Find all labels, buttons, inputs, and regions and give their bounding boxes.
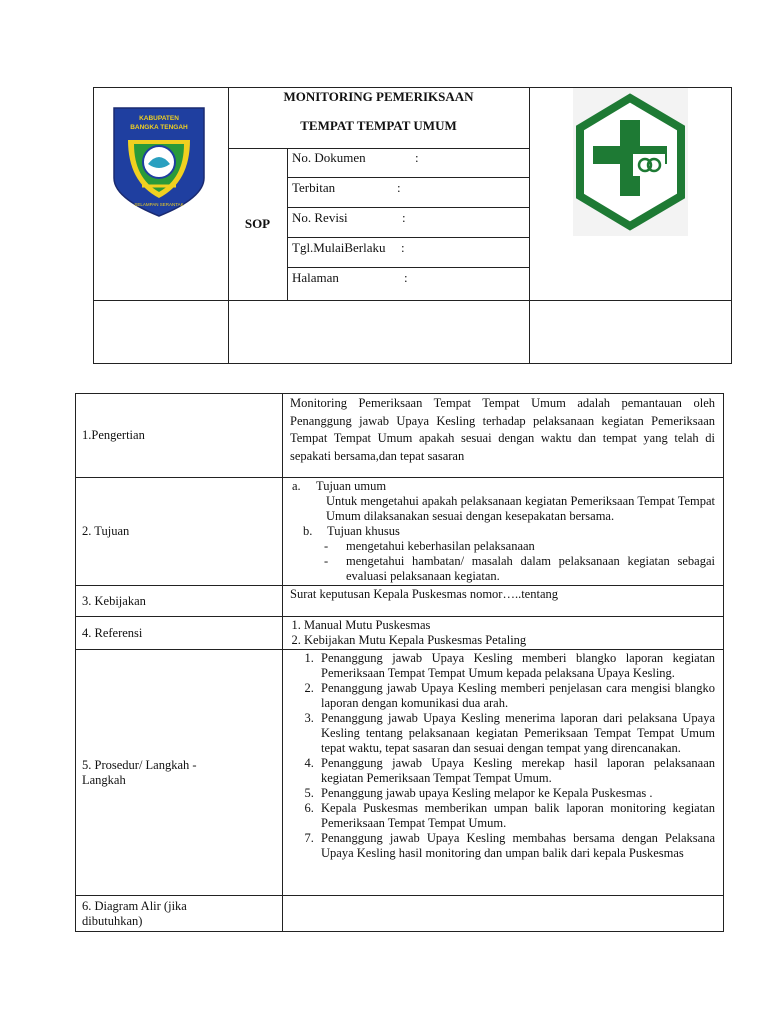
prosedur-list: [290, 651, 715, 861]
list-item: 4. Penanggung jawab Upaya Kesling merekap hasil laporan pelaksanaan kegiatan Pemeriksaan Tempat Tempat Umum.: [317, 756, 715, 786]
list-item: - mengetahui keberhasilan pelaksanaan: [324, 539, 535, 553]
row-pengertian: [76, 394, 724, 478]
label-diagram-alir: 6. Diagram Alir (jika dibutuhkan): [76, 896, 283, 932]
text-diagram-alir: [283, 896, 724, 932]
info-colon: :: [404, 270, 408, 285]
tujuan-umum-title: Tujuan umum: [316, 479, 387, 493]
list-item: 6. Kepala Puskesmas memberikan umpan balik laporan monitoring kegiatan Pemeriksaan Tempat Tempat Umum.: [317, 801, 715, 831]
document-title-line-2: TEMPAT TEMPAT UMUM: [300, 118, 457, 133]
row-tujuan: [76, 478, 724, 586]
tujuan-khusus-title: Tujuan khusus: [327, 524, 400, 538]
marker: b.: [303, 524, 313, 538]
text-pengertian: Monitoring Pemeriksaan Tempat Tempat Umum adalah pemantauan oleh Penanggung jawab Upaya Kesling terhadap pelaksanaan kegiatan Pemeriksaan Tempat Tempat Umum apakah sesuai dengan waktu dan tempat yang telah di sepakati bersama,dan tepat sasaran: [283, 394, 724, 478]
sop-label: SOP: [244, 216, 271, 231]
label-pengertian: 1.Pengertian: [76, 394, 283, 478]
list-item: 2. Penanggung jawab Upaya Kesling memberi penjelasan cara mengisi blangko laporan dengan komunikasi dua arah.: [317, 681, 715, 711]
puskesmas-logo: [573, 88, 688, 236]
content-referensi: [283, 617, 724, 650]
list-item: 1. Penanggung jawab Upaya Kesling memberi blangko laporan kegiatan Pemeriksaan Tempat Tempat Umum kepada pelaksana Upaya Kesling.: [317, 651, 715, 681]
list-item: 5. Penanggung jawab upaya Kesling melapor ke Kepala Puskesmas .: [317, 786, 715, 801]
label-kebijakan: 3. Kebijakan: [76, 586, 283, 617]
logo-top-text-2: BANGKA TENGAH: [130, 124, 188, 131]
row-prosedur: [76, 650, 724, 896]
label-referensi: 4. Referensi: [76, 617, 283, 650]
info-label: No. Revisi: [292, 210, 348, 225]
info-colon: :: [401, 240, 405, 255]
logo-motto: SELAMPAN SERANTAK: [134, 202, 184, 207]
info-row-halaman: [287, 268, 529, 300]
sop-content-table: [75, 393, 724, 932]
text-kebijakan: Surat keputusan Kepala Puskesmas nomor…..tentang: [283, 586, 724, 617]
sop-header-box: [93, 87, 732, 364]
info-label: No. Dokumen: [292, 150, 366, 165]
row-referensi: [76, 617, 724, 650]
info-label: Halaman: [292, 270, 339, 285]
list-item: - mengetahui hambatan/ masalah dalam pelaksanaan kegiatan sebagai evaluasi pelaksanaan kegiatan.: [324, 554, 715, 583]
info-row-no-dokumen: [287, 148, 529, 178]
logo-top-text-1: KABUPATEN: [139, 115, 179, 122]
info-colon: :: [402, 210, 406, 225]
list-item: 3. Penanggung jawab Upaya Kesling menerima laporan dari pelaksana Upaya Kesling tentang pelaksanaan kegiatan Pemeriksaan Tempat Tempat Umum tepat waktu, tepat sasaran dan sesuai dengan tempat yang direncanakan.: [317, 711, 715, 756]
info-label: Terbitan: [292, 180, 336, 195]
row-diagram-alir: [76, 896, 724, 932]
document-title-line-1: MONITORING PEMERIKSAAN: [283, 89, 474, 104]
header-divider: [529, 88, 530, 363]
header-divider: [94, 300, 731, 301]
info-colon: :: [415, 150, 419, 165]
list-item: 1. Manual Mutu Puskesmas: [304, 618, 715, 633]
info-row-tgl-mulai-berlaku: [287, 238, 529, 268]
content-prosedur: [283, 650, 724, 896]
row-kebijakan: [76, 586, 724, 617]
tujuan-umum-text: Untuk mengetahui apakah pelaksanaan kegiatan Pemeriksaan Tempat Tempat Umum dilaksanakan sesuai dengan kesepakatan bersama.: [326, 494, 715, 523]
label-tujuan: 2. Tujuan: [76, 478, 283, 586]
info-row-terbitan: [287, 178, 529, 208]
content-tujuan: [283, 478, 724, 586]
marker: a.: [292, 479, 301, 493]
tujuan-khusus-heading: [290, 524, 715, 539]
label-prosedur: 5. Prosedur/ Langkah - Langkah: [76, 650, 283, 896]
list-item: 2. Kebijakan Mutu Kepala Puskesmas Petaling: [304, 633, 715, 648]
info-row-no-revisi: [287, 208, 529, 238]
referensi-list: [290, 618, 715, 648]
tujuan-umum-heading: [290, 479, 715, 494]
list-item: 7. Penanggung jawab Upaya Kesling membahas bersama dengan Pelaksana Upaya Kesling hasil monitoring dan umpan balik dari kepala Puskesmas: [317, 831, 715, 861]
kabupaten-bangka-tengah-logo: [112, 106, 206, 218]
puskesmas-logo-box: [573, 88, 688, 236]
info-label: Tgl.MulaiBerlaku: [292, 240, 386, 255]
info-colon: :: [397, 180, 401, 195]
